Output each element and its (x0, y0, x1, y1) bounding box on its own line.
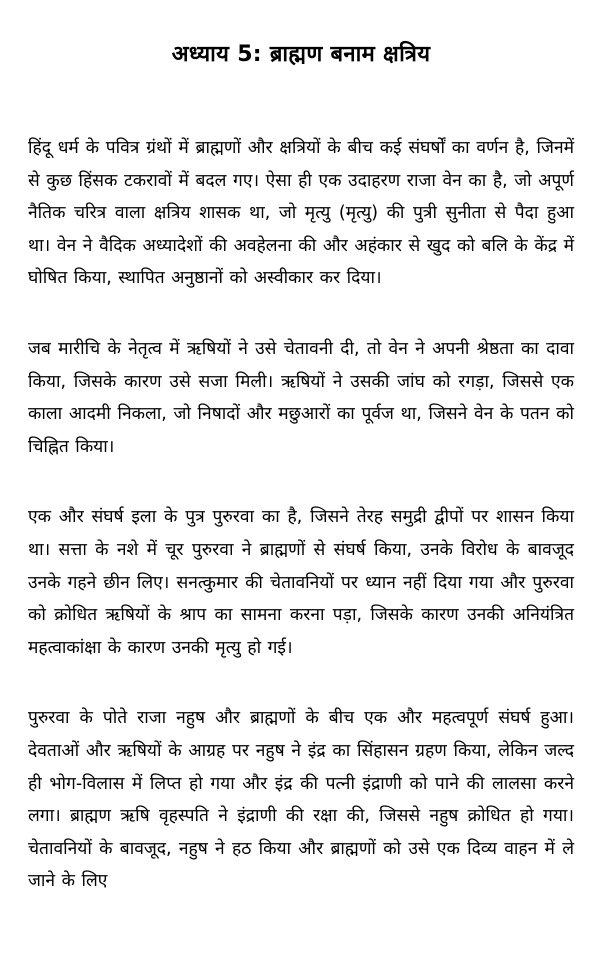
paragraph-nahusha: पुरुरवा के पोते राजा नहुष और ब्राह्मणों के बीच एक और महत्वपूर्ण संघर्ष हुआ। देवताओं और ऋषियों के आग्रह पर नहुष ने इंद्र का सिंहासन ग्रहण किया, लेकिन जल्द ही भोग-विलास में लिप्त हो गया और इंद्र की पत्नी इंद्राणी को पाने की लालसा करने लगा। ब्राह्मण ऋषि वृहस्पति ने इंद्राणी की रक्षा की, जिससे नहुष क्रोधित हो गया। चेतावनियों के बावजूद, नहुष ने हठ किया और ब्राह्मणों को उसे एक दिव्य वाहन में ले जाने के लिए (28, 708, 574, 892)
paragraph-marichi-warning: जब मारीचि के नेतृत्व में ऋषियों ने उसे चेतावनी दी, तो वेन ने अपनी श्रेष्ठता का दावा किया, जिसके कारण उसे सजा मिली। ऋषियों ने उसकी जांघ को रगड़ा, जिससे एक काला आदमी निकला, जो निषादों और मछुआरों का पूर्वज था, जिसने वेन के पतन को चिह्नित किया। (28, 338, 574, 457)
chapter-body (28, 132, 574, 898)
chapter-title: अध्याय 5: ब्राह्मण बनाम क्षत्रिय (171, 42, 431, 67)
paragraph-raja-ven: हिंदू धर्म के पवित्र ग्रंथों में ब्राह्मणों और क्षत्रियों के बीच कई संघर्षों का वर्णन है, जिनमें से कुछ हिंसक टकरावों में बदल गए। ऐसा ही एक उदाहरण राजा वेन का है, जो अपूर्ण नैतिक चरित्र वाला क्षत्रिय शासक था, जो मृत्यु (मृत्यु) की पुत्री सुनीता से पैदा हुआ था। वेन ने वैदिक अध्यादेशों की अवहेलना की और अहंकार से खुद को बलि के केंद्र में घोषित किया, स्थापित अनुष्ठानों को अस्वीकार कर दिया। (28, 138, 574, 289)
paragraph-pururava: एक और संघर्ष इला के पुत्र पुरुरवा का है, जिसने तेरह समुद्री द्वीपों पर शासन किया था। सत्ता के नशे में चूर पुरुरवा ने ब्राह्मणों से संघर्ष किया, उनके विरोध के बावजूद उनके गहने छीन लिए। सनत्कुमार की चेतावनियों पर ध्यान नहीं दिया गया और पुरुरवा को क्रोधित ऋषियों के श्राप का सामना करना पड़ा, जिसके कारण उनकी अनियंत्रित महत्वाकांक्षा के कारण उनकी मृत्यु हो गई। (28, 507, 574, 658)
